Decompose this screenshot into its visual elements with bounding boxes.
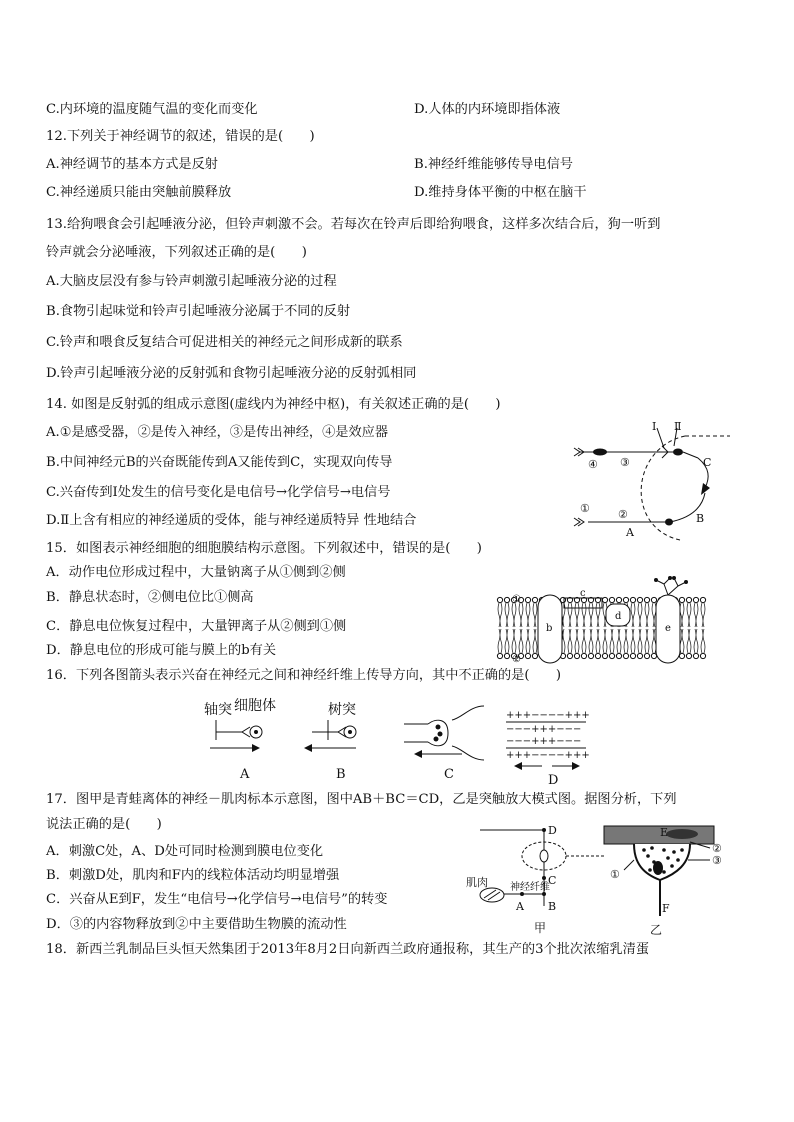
q13-option-a: A.大脑皮层没有参与铃声刺激引起唾液分泌的过程 bbox=[46, 274, 337, 289]
q13-option-c: C.铃声和喂食反复结合可促进相关的神经元之间形成新的联系 bbox=[46, 335, 403, 350]
nerve-muscle-synapse-figure bbox=[464, 820, 734, 936]
soma-label: 细胞体 bbox=[234, 698, 276, 714]
q12-option-a: A.神经调节的基本方式是反射 bbox=[46, 157, 218, 172]
q14-option-d: D.Ⅱ上含有相应的神经递质的受体，能与神经递质特异 性地结合 bbox=[46, 513, 417, 528]
q13-stem-line1: 13.给狗喂食会引起唾液分泌，但铃声刺激不会。若每次在铃声后即给狗喂食，这样多次结合后，狗一听到 bbox=[46, 217, 661, 232]
label-I: Ⅰ bbox=[652, 420, 657, 433]
q17-option-a: A．刺激C处，A、D处可同时检测到膜电位变化 bbox=[46, 844, 324, 859]
point-B-label: B bbox=[548, 900, 557, 913]
label-3: ③ bbox=[620, 456, 630, 469]
q13-option-d: D.铃声引起唾液分泌的反射弧和食物引起唾液分泌的反射弧相同 bbox=[46, 366, 417, 381]
q12-option-c: C.神经递质只能由突触前膜释放 bbox=[46, 185, 232, 200]
q11-option-c: C.内环境的温度随气温的变化而变化 bbox=[46, 102, 258, 117]
muscle-label: 肌肉 bbox=[466, 876, 488, 889]
option-D-label: D bbox=[548, 773, 559, 788]
label-E: E bbox=[660, 826, 669, 839]
option-C-label: C bbox=[444, 767, 454, 782]
protein-b-label: b bbox=[546, 623, 553, 634]
cell-membrane-figure bbox=[494, 576, 714, 664]
dendrite-label: 树突 bbox=[328, 702, 356, 718]
figure-yi-label: 乙 bbox=[650, 923, 663, 937]
point-C-label: C bbox=[548, 874, 557, 887]
q13-stem-line2: 铃声就会分泌唾液，下列叙述正确的是( ) bbox=[46, 245, 307, 260]
option-B-label: B bbox=[336, 767, 346, 782]
nerve-fiber-label: 神经纤维 bbox=[510, 882, 550, 893]
q16-stem: 16．下列各图箭头表示兴奋在神经元之间和神经纤维上传导方向，其中不正确的是( ) bbox=[46, 668, 562, 683]
q17-stem-line2: 说法正确的是( ) bbox=[46, 817, 162, 832]
charge-mid-2: −−−+++−−− bbox=[506, 736, 582, 747]
q15-option-c: C．静息电位恢复过程中，大量钾离子从②侧到①侧 bbox=[46, 619, 347, 634]
q12-option-d: D.维持身体平衡的中枢在脑干 bbox=[414, 185, 587, 200]
label-B: B bbox=[696, 512, 705, 525]
q17-option-c: C．兴奋从E到F，发生“电信号→化学信号→电信号”的转变 bbox=[46, 892, 388, 907]
protein-c-label: c bbox=[580, 588, 586, 599]
charge-bottom: +++−−−−+++ bbox=[506, 750, 590, 761]
reflex-arc-figure bbox=[570, 418, 730, 546]
q18-stem: 18．新西兰乳制品巨头恒天然集团于2013年8月2日向新西兰政府通报称，其生产的3个批次浓缩乳清蛋 bbox=[46, 942, 650, 957]
option-A-label: A bbox=[240, 767, 250, 782]
q15-option-d: D．静息电位的形成可能与膜上的b有关 bbox=[46, 643, 277, 658]
label-II: Ⅱ bbox=[674, 420, 682, 433]
point-A-label: A bbox=[516, 900, 524, 913]
q15-option-a: A．动作电位形成过程中，大量钠离子从①侧到②侧 bbox=[46, 565, 346, 580]
label-2: ② bbox=[618, 508, 628, 521]
q14-option-b: B.中间神经元B的兴奋既能传到A又能传到C，实现双向传导 bbox=[46, 455, 393, 470]
q11-option-d: D.人体的内环境即指体液 bbox=[414, 102, 561, 117]
protein-e-label: e bbox=[665, 623, 671, 634]
side-1-label: ① bbox=[512, 594, 521, 605]
figure-jia-label: 甲 bbox=[534, 921, 547, 935]
charge-top: +++−−−−+++ bbox=[506, 710, 590, 721]
point-D-label: D bbox=[548, 824, 557, 837]
label-3: ③ bbox=[712, 854, 722, 867]
q12-option-b: B.神经纤维能够传导电信号 bbox=[414, 157, 573, 172]
label-F: F bbox=[662, 902, 670, 915]
label-1: ① bbox=[610, 868, 620, 881]
q15-stem: 15．如图表示神经细胞的细胞膜结构示意图。下列叙述中，错误的是( ) bbox=[46, 541, 482, 556]
label-1: ① bbox=[580, 502, 590, 515]
label-C: C bbox=[703, 456, 712, 469]
charge-mid-1: −−−+++−−− bbox=[506, 724, 582, 735]
q15-option-b: B．静息状态时，②侧电位比①侧高 bbox=[46, 590, 254, 605]
q13-option-b: B.食物引起味觉和铃声引起唾液分泌属于不同的反射 bbox=[46, 304, 351, 319]
axon-label: 轴突 bbox=[204, 702, 232, 718]
q17-option-b: B．刺激D处，肌肉和F内的线粒体活动均明显增强 bbox=[46, 868, 340, 883]
q14-option-a: A.①是感受器，②是传入神经，③是传出神经，④是效应器 bbox=[46, 425, 389, 440]
q17-stem-line1: 17．图甲是青蛙离体的神经－肌肉标本示意图，图中AB＋BC＝CD，乙是突触放大模式图。据图分析，下列 bbox=[46, 792, 677, 807]
conduction-direction-figure bbox=[200, 696, 620, 786]
q14-option-c: C.兴奋传到Ⅰ处发生的信号变化是电信号→化学信号→电信号 bbox=[46, 485, 391, 500]
protein-d-label: d bbox=[615, 611, 622, 622]
q14-stem: 14. 如图是反射弧的组成示意图(虚线内为神经中枢)，有关叙述正确的是( ) bbox=[46, 397, 501, 412]
q17-option-d: D．③的内容物释放到②中主要借助生物膜的流动性 bbox=[46, 917, 347, 932]
label-2: ② bbox=[712, 842, 722, 855]
label-A: A bbox=[626, 526, 634, 539]
q12-stem: 12.下列关于神经调节的叙述，错误的是( ) bbox=[46, 129, 315, 144]
side-2-label: ② bbox=[512, 654, 521, 665]
label-4: ④ bbox=[588, 458, 598, 471]
